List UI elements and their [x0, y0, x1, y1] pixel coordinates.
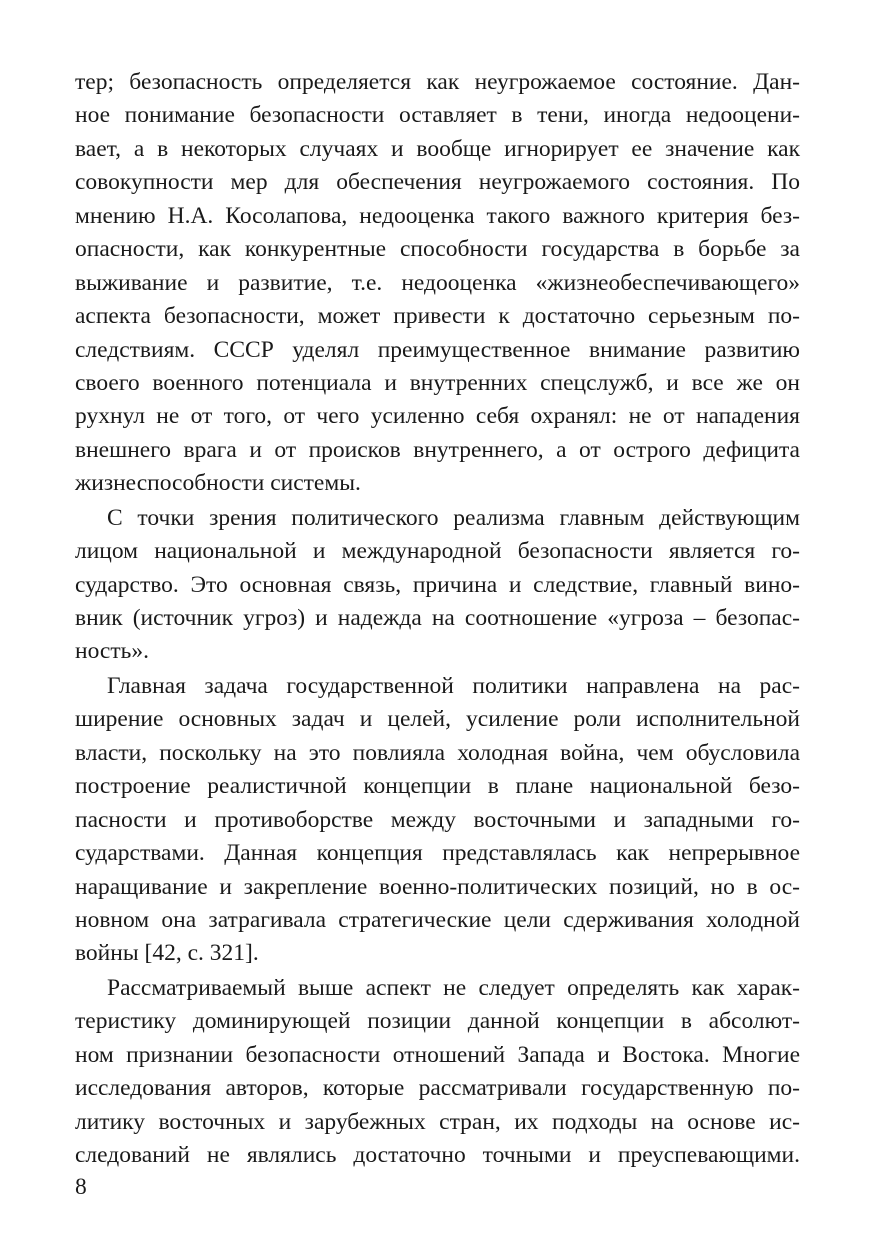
paragraph — [75, 972, 800, 1173]
text-line: ное понимание безопасности оставляет в тени, иногда недооцени- — [75, 102, 800, 129]
text-line: исследования авторов, которые рассматривали государственную по- — [75, 1075, 800, 1102]
text-line: рухнул не от того, от чего усиленно себя охранял: не от нападения — [75, 403, 800, 430]
text-line: жизнеспособности системы. — [75, 470, 361, 497]
page-body — [75, 66, 800, 1172]
text-line: следствиям. СССР уделял преимущественное внимание развитию — [75, 336, 800, 363]
text-line: власти, поскольку на это повлияла холодная война, чем обусловила — [75, 739, 800, 766]
text-line: сударствами. Данная концепция представлялась как непрерывное — [75, 840, 800, 867]
text-line: вает, а в некоторых случаях и вообще игнорирует ее значение как — [75, 135, 800, 162]
page-number: 8 — [75, 1174, 87, 1200]
text-line: литику восточных и зарубежных стран, их подходы на основе ис- — [75, 1108, 800, 1135]
text-line: пасности и противоборстве между восточными и западными го- — [75, 806, 800, 833]
text-line: выживание и развитие, т.е. недооценка «жизнеобеспечивающего» — [75, 269, 800, 296]
paragraph — [75, 502, 800, 669]
text-line: ном признании безопасности отношений Запада и Востока. Многие — [75, 1041, 800, 1068]
text-line: внешнего врага и от происков внутреннего, а от острого дефицита — [75, 436, 800, 463]
paragraph — [75, 670, 800, 971]
text-line: лицом национальной и международной безопасности является го- — [75, 538, 800, 565]
text-line: Рассматриваемый выше аспект не следует определять как харак- — [107, 974, 800, 1001]
text-line: ширение основных задач и целей, усиление роли исполнительной — [75, 706, 800, 733]
text-line: новном она затрагивала стратегические цели сдерживания холодной — [75, 906, 800, 933]
text-line: аспекта безопасности, может привести к достаточно серьезным по- — [75, 303, 800, 330]
paragraph — [75, 66, 800, 501]
text-line: мнению Н.А. Косолапова, недооценка такого важного критерия без- — [75, 202, 800, 229]
text-line: сударство. Это основная связь, причина и следствие, главный вино- — [75, 571, 800, 598]
body-text — [75, 66, 800, 1172]
text-line: теристику доминирующей позиции данной концепции в абсолют- — [75, 1008, 800, 1035]
text-line: тер; безопасность определяется как неугрожаемое состояние. Дан- — [75, 69, 800, 95]
text-line: Главная задача государственной политики направлена на рас- — [107, 672, 800, 699]
text-line: войны [42, с. 321]. — [75, 940, 259, 967]
text-line: С точки зрения политического реализма главным действующим — [107, 504, 800, 531]
text-line: следований не являлись достаточно точными и преуспевающими. — [75, 1142, 800, 1168]
text-line: опасности, как конкурентные способности государства в борьбе за — [75, 236, 800, 263]
text-line: наращивание и закрепление военно-политических позиций, но в ос- — [75, 873, 800, 900]
text-line: своего военного потенциала и внутренних спецслужб, и все же он — [75, 369, 800, 396]
text-line: вник (источник угроз) и надежда на соотношение «угроза – безопас- — [75, 605, 800, 631]
text-line: построение реалистичной концепции в плане национальной безо- — [75, 773, 800, 800]
text-line: совокупности мер для обеспечения неугрожаемого состояния. По — [75, 169, 800, 196]
text-line: ность». — [75, 638, 149, 665]
